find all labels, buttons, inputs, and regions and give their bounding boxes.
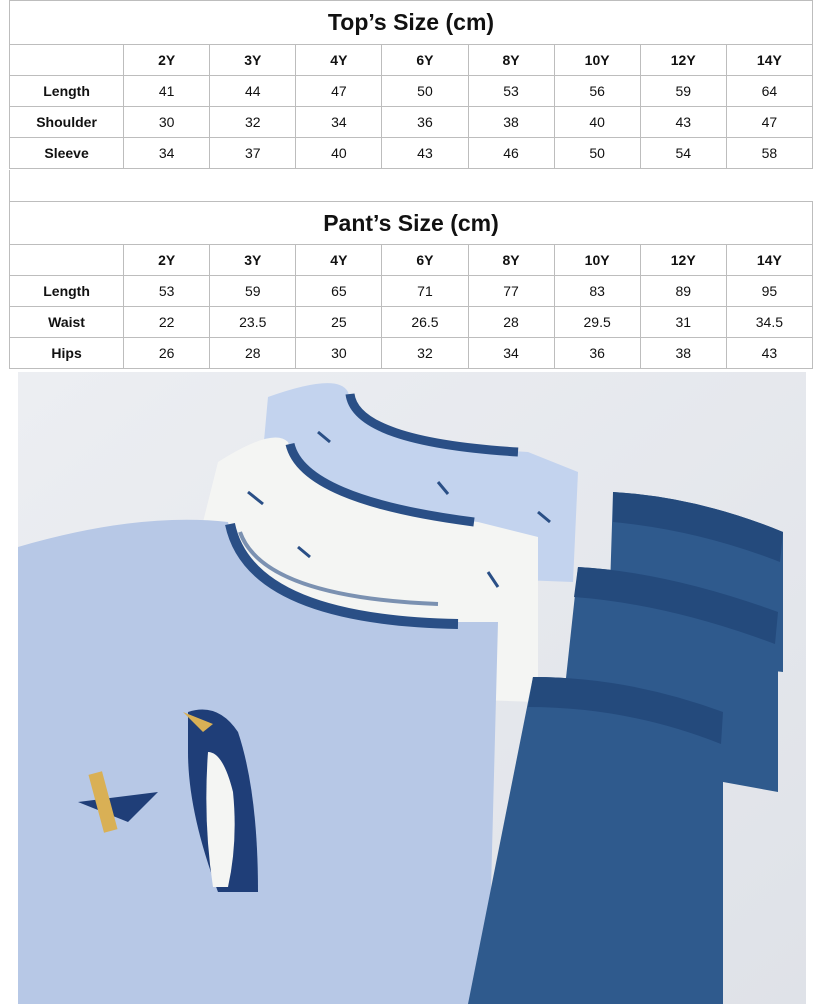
header-corner-cell (10, 245, 124, 276)
header-corner-cell (10, 45, 124, 76)
row-label: Length (10, 76, 124, 107)
table-cell: 53 (124, 276, 210, 307)
table-cell: 83 (554, 276, 640, 307)
table-cell: 53 (468, 76, 554, 107)
table-row (10, 76, 813, 107)
row-label: Length (10, 276, 124, 307)
size-header: 3Y (210, 245, 296, 276)
pajama-set-illustration (18, 372, 806, 1004)
size-header: 8Y (468, 45, 554, 76)
pants-table-title: Pant’s Size (cm) (10, 202, 813, 245)
table-cell: 32 (210, 107, 296, 138)
table-row (10, 107, 813, 138)
table-cell: 22 (124, 307, 210, 338)
table-spacer-row (9, 170, 813, 202)
table-cell: 29.5 (554, 307, 640, 338)
pants-size-table (9, 201, 813, 369)
table-cell: 95 (726, 276, 812, 307)
table-cell: 34 (468, 338, 554, 369)
row-label: Hips (10, 338, 124, 369)
table-cell: 50 (382, 76, 468, 107)
table-cell: 59 (210, 276, 296, 307)
size-header: 4Y (296, 45, 382, 76)
tops-size-table (9, 0, 813, 169)
table-cell: 34 (296, 107, 382, 138)
table-cell: 37 (210, 138, 296, 169)
pants-header-row (10, 245, 813, 276)
size-header: 6Y (382, 45, 468, 76)
table-cell: 40 (296, 138, 382, 169)
table-cell: 64 (726, 76, 812, 107)
size-header: 14Y (726, 245, 812, 276)
product-photo (18, 372, 806, 1004)
size-header: 12Y (640, 45, 726, 76)
table-cell: 43 (640, 107, 726, 138)
table-cell: 41 (124, 76, 210, 107)
table-cell: 23.5 (210, 307, 296, 338)
table-cell: 31 (640, 307, 726, 338)
table-cell: 26.5 (382, 307, 468, 338)
row-label: Shoulder (10, 107, 124, 138)
table-cell: 54 (640, 138, 726, 169)
table-cell: 50 (554, 138, 640, 169)
table-cell: 36 (382, 107, 468, 138)
table-cell: 44 (210, 76, 296, 107)
table-cell: 28 (210, 338, 296, 369)
size-header: 2Y (124, 245, 210, 276)
size-header: 2Y (124, 45, 210, 76)
table-row (10, 276, 813, 307)
size-header: 8Y (468, 245, 554, 276)
size-header: 4Y (296, 245, 382, 276)
table-cell: 46 (468, 138, 554, 169)
table-cell: 30 (124, 107, 210, 138)
table-cell: 56 (554, 76, 640, 107)
size-header: 14Y (726, 45, 812, 76)
size-header: 3Y (210, 45, 296, 76)
table-cell: 43 (726, 338, 812, 369)
table-cell: 36 (554, 338, 640, 369)
table-cell: 47 (726, 107, 812, 138)
table-cell: 58 (726, 138, 812, 169)
size-header: 12Y (640, 245, 726, 276)
table-cell: 34.5 (726, 307, 812, 338)
table-cell: 38 (468, 107, 554, 138)
table-row (10, 338, 813, 369)
table-cell: 43 (382, 138, 468, 169)
size-header: 6Y (382, 245, 468, 276)
table-cell: 28 (468, 307, 554, 338)
table-cell: 77 (468, 276, 554, 307)
table-cell: 47 (296, 76, 382, 107)
table-cell: 30 (296, 338, 382, 369)
table-row (10, 307, 813, 338)
table-cell: 65 (296, 276, 382, 307)
tops-header-row (10, 45, 813, 76)
tops-table-title: Top’s Size (cm) (10, 1, 813, 45)
table-cell: 25 (296, 307, 382, 338)
size-header: 10Y (554, 245, 640, 276)
table-cell: 26 (124, 338, 210, 369)
table-cell: 32 (382, 338, 468, 369)
table-cell: 89 (640, 276, 726, 307)
size-header: 10Y (554, 45, 640, 76)
row-label: Waist (10, 307, 124, 338)
table-cell: 71 (382, 276, 468, 307)
row-label: Sleeve (10, 138, 124, 169)
table-row (10, 138, 813, 169)
table-cell: 59 (640, 76, 726, 107)
table-cell: 40 (554, 107, 640, 138)
table-cell: 38 (640, 338, 726, 369)
table-cell: 34 (124, 138, 210, 169)
